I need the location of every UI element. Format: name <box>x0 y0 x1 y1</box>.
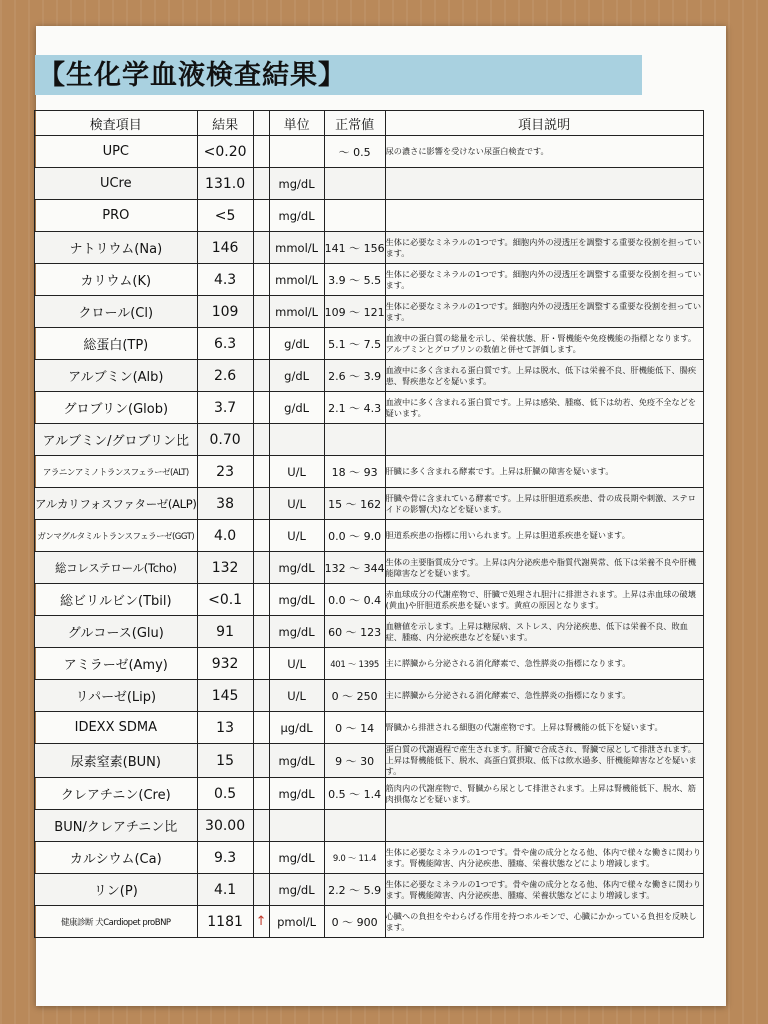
table-row <box>35 168 704 200</box>
result-value: 6.3 <box>197 328 253 360</box>
result-value: 109 <box>197 296 253 328</box>
test-name: リパーゼ(Lip) <box>35 680 198 712</box>
reference-range: 15 ～ 162 <box>324 488 385 520</box>
table-row <box>35 810 704 842</box>
result-value: 38 <box>197 488 253 520</box>
description: 肝臓や骨に含まれている酵素です。上昇は肝胆道系疾患、骨の成長期や刺激、ステロイドの影響(犬)などを疑います。 <box>385 488 703 520</box>
description <box>385 424 703 456</box>
description: 心臓への負担をやわらげる作用を持つホルモンで、心臓にかかっている負担を反映します。 <box>385 906 703 938</box>
reference-range: 60 ～ 123 <box>324 616 385 648</box>
result-value: 145 <box>197 680 253 712</box>
description: 生体の主要脂質成分です。上昇は内分泌疾患や脂質代謝異常、低下は栄養不良や肝機能障害などを疑います。 <box>385 552 703 584</box>
result-value: 4.1 <box>197 874 253 906</box>
result-value: <0.20 <box>197 136 253 168</box>
test-name: グロブリン(Glob) <box>35 392 198 424</box>
unit: mmol/L <box>269 232 324 264</box>
table-row <box>35 680 704 712</box>
test-name: アラニンアミノトランスフェラーゼ(ALT) <box>35 456 198 488</box>
abnormal-flag <box>253 616 269 648</box>
table-row <box>35 906 704 938</box>
abnormal-flag <box>253 456 269 488</box>
description: 生体に必要なミネラルの1つです。細胞内外の浸透圧を調整する重要な役割を担っています。 <box>385 232 703 264</box>
description: 血液中の蛋白質の総量を示し、栄養状態、肝・腎機能や免疫機能の指標となります。アルブミンとグロブリンの数値と併せて評価します。 <box>385 328 703 360</box>
result-value: 9.3 <box>197 842 253 874</box>
test-name: ナトリウム(Na) <box>35 232 198 264</box>
unit: mg/dL <box>269 168 324 200</box>
description: 生体に必要なミネラルの1つです。骨や歯の成分となる他、体内で様々な働きに関わります。腎機能障害、内分泌疾患、腫瘍、栄養状態などにより増減します。 <box>385 874 703 906</box>
unit <box>269 136 324 168</box>
reference-range: 141 ～ 156 <box>324 232 385 264</box>
test-name: 総蛋白(TP) <box>35 328 198 360</box>
description <box>385 200 703 232</box>
abnormal-flag <box>253 584 269 616</box>
table-row <box>35 328 704 360</box>
test-name: アミラーゼ(Amy) <box>35 648 198 680</box>
test-name: クレアチニン(Cre) <box>35 778 198 810</box>
description <box>385 810 703 842</box>
result-value: <0.1 <box>197 584 253 616</box>
unit: mg/dL <box>269 842 324 874</box>
description: 尿の濃さに影響を受けない尿蛋白検査です。 <box>385 136 703 168</box>
unit: mmol/L <box>269 264 324 296</box>
description: 血液中に多く含まれる蛋白質です。上昇は感染、腫瘍、低下は幼若、免疫不全などを疑います。 <box>385 392 703 424</box>
test-name: 総ビリルビン(Tbil) <box>35 584 198 616</box>
table-row <box>35 648 704 680</box>
abnormal-flag <box>253 232 269 264</box>
description: 生体に必要なミネラルの1つです。細胞内外の浸透圧を調整する重要な役割を担っています。 <box>385 264 703 296</box>
result-value: 131.0 <box>197 168 253 200</box>
result-value: 0.5 <box>197 778 253 810</box>
table-row <box>35 360 704 392</box>
abnormal-flag <box>253 744 269 778</box>
abnormal-flag <box>253 328 269 360</box>
test-name: リン(P) <box>35 874 198 906</box>
abnormal-flag <box>253 648 269 680</box>
table-row <box>35 200 704 232</box>
table-row <box>35 744 704 778</box>
reference-range: 9 ～ 30 <box>324 744 385 778</box>
abnormal-flag <box>253 360 269 392</box>
table-row <box>35 616 704 648</box>
header-row <box>35 111 704 136</box>
unit: mg/dL <box>269 200 324 232</box>
test-name: クロール(Cl) <box>35 296 198 328</box>
unit: g/dL <box>269 328 324 360</box>
test-name: アルブミン(Alb) <box>35 360 198 392</box>
reference-range: 109 ～ 121 <box>324 296 385 328</box>
abnormal-flag <box>253 488 269 520</box>
header-unit: 単位 <box>269 111 324 136</box>
test-name: カリウム(K) <box>35 264 198 296</box>
table-row <box>35 392 704 424</box>
unit: mg/dL <box>269 616 324 648</box>
abnormal-flag <box>253 136 269 168</box>
abnormal-flag <box>253 296 269 328</box>
abnormal-flag <box>253 680 269 712</box>
result-value: 4.3 <box>197 264 253 296</box>
reference-range: 0 ～ 900 <box>324 906 385 938</box>
reference-range: 2.1 ～ 4.3 <box>324 392 385 424</box>
reference-range: 0 ～ 250 <box>324 680 385 712</box>
result-value: 0.70 <box>197 424 253 456</box>
test-name: カルシウム(Ca) <box>35 842 198 874</box>
unit: U/L <box>269 456 324 488</box>
description: 主に膵臓から分泌される消化酵素で、急性膵炎の指標になります。 <box>385 680 703 712</box>
unit <box>269 424 324 456</box>
result-value: 4.0 <box>197 520 253 552</box>
reference-range: 2.6 ～ 3.9 <box>324 360 385 392</box>
result-value: 132 <box>197 552 253 584</box>
unit: g/dL <box>269 360 324 392</box>
table-row <box>35 874 704 906</box>
description: 胆道系疾患の指標に用いられます。上昇は胆道系疾患を疑います。 <box>385 520 703 552</box>
header-description: 項目説明 <box>385 111 703 136</box>
reference-range: 9.0 ～ 11.4 <box>324 842 385 874</box>
abnormal-flag <box>253 200 269 232</box>
result-value: 2.6 <box>197 360 253 392</box>
result-value: 146 <box>197 232 253 264</box>
test-name: アルカリフォスファターゼ(ALP) <box>35 488 198 520</box>
result-value: 23 <box>197 456 253 488</box>
table-row <box>35 552 704 584</box>
header-result: 結果 <box>197 111 253 136</box>
result-value: <5 <box>197 200 253 232</box>
report-title: 【生化学血液検査結果】 <box>38 60 346 91</box>
description: 生体に必要なミネラルの1つです。骨や歯の成分となる他、体内で様々な働きに関わります。腎機能障害、内分泌疾患、腫瘍、栄養状態などにより増減します。 <box>385 842 703 874</box>
test-name: BUN/クレアチニン比 <box>35 810 198 842</box>
test-name: グルコース(Glu) <box>35 616 198 648</box>
description: 肝臓に多く含まれる酵素です。上昇は肝臓の障害を疑います。 <box>385 456 703 488</box>
abnormal-flag: ↑ <box>253 906 269 938</box>
abnormal-flag <box>253 842 269 874</box>
table-row <box>35 136 704 168</box>
test-name: 尿素窒素(BUN) <box>35 744 198 778</box>
unit: U/L <box>269 520 324 552</box>
table-row <box>35 520 704 552</box>
description: 筋肉内の代謝産物で、腎臓から尿として排泄されます。上昇は腎機能低下、脱水、筋肉損傷などを疑います。 <box>385 778 703 810</box>
result-value: 3.7 <box>197 392 253 424</box>
table-row <box>35 264 704 296</box>
description: 血液中に多く含まれる蛋白質です。上昇は脱水、低下は栄養不良、肝機能低下、腸疾患、腎疾患などを疑います。 <box>385 360 703 392</box>
table-row <box>35 488 704 520</box>
unit: U/L <box>269 488 324 520</box>
description: 赤血球成分の代謝産物で、肝臓で処理され胆汁に排泄されます。上昇は赤血球の破壊(黄血)や肝胆道系疾患を疑います。黄疸の原因となります。 <box>385 584 703 616</box>
description: 血糖値を示します。上昇は糖尿病、ストレス、内分泌疾患、低下は栄養不良、敗血症、腫瘍、内分泌疾患などを疑います。 <box>385 616 703 648</box>
table-row <box>35 584 704 616</box>
reference-range: 5.1 ～ 7.5 <box>324 328 385 360</box>
reference-range: 0.5 ～ 1.4 <box>324 778 385 810</box>
unit: pmol/L <box>269 906 324 938</box>
table-row <box>35 456 704 488</box>
table-row <box>35 778 704 810</box>
abnormal-flag <box>253 424 269 456</box>
reference-range: 0.0 ～ 0.4 <box>324 584 385 616</box>
test-name: PRO <box>35 200 198 232</box>
unit: U/L <box>269 680 324 712</box>
abnormal-flag <box>253 874 269 906</box>
test-name: UCre <box>35 168 198 200</box>
unit: mg/dL <box>269 552 324 584</box>
abnormal-flag <box>253 520 269 552</box>
abnormal-flag <box>253 810 269 842</box>
abnormal-flag <box>253 392 269 424</box>
abnormal-flag <box>253 168 269 200</box>
results-table <box>34 110 704 938</box>
description <box>385 168 703 200</box>
description: 主に膵臓から分泌される消化酵素で、急性膵炎の指標になります。 <box>385 648 703 680</box>
unit: μg/dL <box>269 712 324 744</box>
description: 生体に必要なミネラルの1つです。細胞内外の浸透圧を調整する重要な役割を担っています。 <box>385 296 703 328</box>
result-value: 932 <box>197 648 253 680</box>
abnormal-flag <box>253 552 269 584</box>
result-value: 91 <box>197 616 253 648</box>
table-row <box>35 712 704 744</box>
table-row <box>35 232 704 264</box>
test-name: 健康診断 犬Cardiopet proBNP <box>35 906 198 938</box>
reference-range <box>324 810 385 842</box>
abnormal-flag <box>253 712 269 744</box>
description: 蛋白質の代謝過程で産生されます。肝臓で合成され、腎臓で尿として排泄されます。上昇は腎機能低下、脱水、高蛋白質摂取、低下は飲水過多、肝機能障害などを疑います。 <box>385 744 703 778</box>
reference-range <box>324 200 385 232</box>
unit: mg/dL <box>269 778 324 810</box>
test-name: IDEXX SDMA <box>35 712 198 744</box>
reference-range: 0.0 ～ 9.0 <box>324 520 385 552</box>
table-row <box>35 424 704 456</box>
abnormal-flag <box>253 778 269 810</box>
table-row <box>35 842 704 874</box>
test-name: アルブミン/グロブリン比 <box>35 424 198 456</box>
result-value: 13 <box>197 712 253 744</box>
unit: mmol/L <box>269 296 324 328</box>
reference-range: 401 ～ 1395 <box>324 648 385 680</box>
unit: mg/dL <box>269 874 324 906</box>
reference-range <box>324 424 385 456</box>
result-value: 30.00 <box>197 810 253 842</box>
header-range: 正常値 <box>324 111 385 136</box>
test-name: 総コレステロール(Tcho) <box>35 552 198 584</box>
unit: U/L <box>269 648 324 680</box>
test-name: UPC <box>35 136 198 168</box>
reference-range: 2.2 ～ 5.9 <box>324 874 385 906</box>
unit: mg/dL <box>269 744 324 778</box>
unit: mg/dL <box>269 584 324 616</box>
reference-range: 18 ～ 93 <box>324 456 385 488</box>
reference-range: 3.9 ～ 5.5 <box>324 264 385 296</box>
result-value: 15 <box>197 744 253 778</box>
reference-range: 0 ～ 14 <box>324 712 385 744</box>
reference-range: 132 ～ 344 <box>324 552 385 584</box>
test-name: ガンマグルタミルトランスフェラーゼ(GGT) <box>35 520 198 552</box>
unit <box>269 810 324 842</box>
result-value: 1181 <box>197 906 253 938</box>
header-flag <box>253 111 269 136</box>
header-item: 検査項目 <box>35 111 198 136</box>
unit: g/dL <box>269 392 324 424</box>
reference-range <box>324 168 385 200</box>
description: 腎臓から排泄される細胞の代謝産物です。上昇は腎機能の低下を疑います。 <box>385 712 703 744</box>
abnormal-flag <box>253 264 269 296</box>
table-row <box>35 296 704 328</box>
reference-range: ～ 0.5 <box>324 136 385 168</box>
